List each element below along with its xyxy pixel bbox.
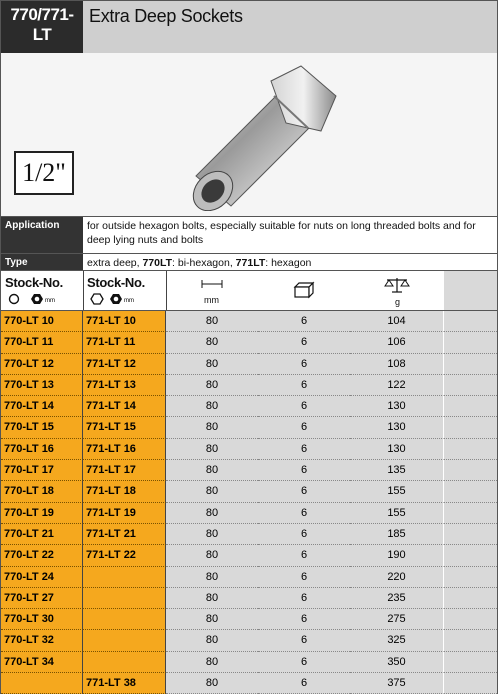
application-row bbox=[1, 217, 497, 254]
empty-cell bbox=[444, 417, 497, 438]
weight-cell: 130 bbox=[350, 439, 444, 460]
product-title-bar bbox=[83, 1, 497, 53]
pack-qty-cell: 6 bbox=[258, 311, 350, 332]
application-label: Application bbox=[1, 217, 83, 253]
weight-cell: 135 bbox=[350, 460, 444, 481]
empty-cell bbox=[444, 375, 497, 396]
length-cell: 80 bbox=[166, 503, 258, 524]
length-cell: 80 bbox=[166, 652, 258, 673]
empty-cell bbox=[444, 332, 497, 353]
stock-no-771-cell: 771-LT 15 bbox=[83, 417, 166, 438]
product-image-area bbox=[1, 53, 497, 217]
weight-cell: 130 bbox=[350, 417, 444, 438]
type-771-code: 771LT bbox=[235, 257, 266, 269]
table-row bbox=[1, 375, 497, 396]
weight-cell: 108 bbox=[350, 354, 444, 375]
mm-unit-small-771: mm bbox=[124, 298, 134, 304]
table-row bbox=[1, 332, 497, 353]
stock-no-770-cell: 770-LT 14 bbox=[1, 396, 83, 417]
weight-cell: 130 bbox=[350, 396, 444, 417]
weight-cell: 350 bbox=[350, 652, 444, 673]
weight-cell: 155 bbox=[350, 481, 444, 502]
table-row bbox=[1, 545, 497, 566]
pack-qty-cell: 6 bbox=[258, 417, 350, 438]
hexagon-icons-771 bbox=[88, 293, 148, 305]
hex-bihex-icons bbox=[6, 293, 78, 305]
weight-unit: g bbox=[395, 297, 401, 307]
stock-no-771-cell: 771-LT 38 bbox=[83, 673, 166, 694]
empty-cell bbox=[444, 588, 497, 609]
table-row bbox=[1, 630, 497, 651]
pack-qty-cell: 6 bbox=[258, 630, 350, 651]
pack-qty-cell: 6 bbox=[258, 652, 350, 673]
stock-no-771-cell: 771-LT 17 bbox=[83, 460, 166, 481]
stock-no-770-cell: 770-LT 32 bbox=[1, 630, 83, 651]
stock-no-771-cell: 771-LT 12 bbox=[83, 354, 166, 375]
table-row bbox=[1, 396, 497, 417]
type-mid: : bi-hexagon, bbox=[172, 257, 236, 269]
table-row bbox=[1, 481, 497, 502]
length-cell: 80 bbox=[166, 396, 258, 417]
table-row bbox=[1, 524, 497, 545]
length-cell: 80 bbox=[166, 673, 258, 694]
weight-cell: 185 bbox=[350, 524, 444, 545]
weight-cell: 325 bbox=[350, 630, 444, 651]
stock-no-770-cell: 770-LT 16 bbox=[1, 439, 83, 460]
product-code-block bbox=[1, 1, 83, 53]
stock-no-771-cell: 771-LT 22 bbox=[83, 545, 166, 566]
stock-no-771-cell bbox=[83, 652, 166, 673]
weight-cell: 106 bbox=[350, 332, 444, 353]
length-dimension-icon bbox=[201, 279, 223, 289]
length-cell: 80 bbox=[166, 354, 258, 375]
length-cell: 80 bbox=[166, 481, 258, 502]
type-prefix: extra deep, bbox=[87, 257, 143, 269]
stock-no-771-cell: 771-LT 13 bbox=[83, 375, 166, 396]
stock-no-771-cell: 771-LT 14 bbox=[83, 396, 166, 417]
length-cell: 80 bbox=[166, 460, 258, 481]
weight-cell: 235 bbox=[350, 588, 444, 609]
stock-table bbox=[1, 311, 497, 694]
length-cell: 80 bbox=[166, 588, 258, 609]
empty-cell bbox=[444, 311, 497, 332]
stock-no-771-header: Stock-No. bbox=[87, 275, 145, 290]
empty-cell bbox=[444, 396, 497, 417]
weight-cell: 375 bbox=[350, 673, 444, 694]
stock-no-770-cell: 770-LT 21 bbox=[1, 524, 83, 545]
type-text bbox=[87, 256, 491, 270]
stock-no-771-cell bbox=[83, 567, 166, 588]
empty-cell bbox=[444, 609, 497, 630]
empty-cell bbox=[444, 545, 497, 566]
pack-qty-cell: 6 bbox=[258, 503, 350, 524]
empty-cell bbox=[444, 567, 497, 588]
length-cell: 80 bbox=[166, 417, 258, 438]
type-770-code: 770LT bbox=[142, 257, 173, 269]
length-cell: 80 bbox=[166, 439, 258, 460]
stock-no-770-cell: 770-LT 12 bbox=[1, 354, 83, 375]
empty-cell bbox=[444, 503, 497, 524]
table-row bbox=[1, 439, 497, 460]
stock-no-771-cell: 771-LT 19 bbox=[83, 503, 166, 524]
table-row bbox=[1, 567, 497, 588]
empty-cell bbox=[444, 524, 497, 545]
empty-cell bbox=[444, 481, 497, 502]
pack-qty-cell: 6 bbox=[258, 460, 350, 481]
stock-no-770-cell: 770-LT 10 bbox=[1, 311, 83, 332]
stock-no-770-cell: 770-LT 17 bbox=[1, 460, 83, 481]
table-row bbox=[1, 354, 497, 375]
empty-cell bbox=[444, 673, 497, 694]
length-cell: 80 bbox=[166, 311, 258, 332]
length-cell: 80 bbox=[166, 545, 258, 566]
empty-cell bbox=[444, 460, 497, 481]
stock-no-770-cell: 770-LT 15 bbox=[1, 417, 83, 438]
pack-qty-cell: 6 bbox=[258, 396, 350, 417]
length-cell: 80 bbox=[166, 332, 258, 353]
product-title: Extra Deep Sockets bbox=[89, 6, 243, 26]
pack-qty-cell: 6 bbox=[258, 375, 350, 396]
pack-qty-cell: 6 bbox=[258, 524, 350, 545]
socket-image bbox=[176, 61, 346, 211]
stock-no-771-cell bbox=[83, 630, 166, 651]
weight-cell: 122 bbox=[350, 375, 444, 396]
length-cell: 80 bbox=[166, 524, 258, 545]
product-code-line2: LT bbox=[32, 25, 52, 44]
stock-no-770-cell: 770-LT 18 bbox=[1, 481, 83, 502]
table-row bbox=[1, 609, 497, 630]
balance-scale-icon bbox=[384, 276, 410, 294]
stock-no-770-header: Stock-No. bbox=[5, 275, 63, 290]
type-suffix: : hexagon bbox=[265, 257, 312, 269]
stock-no-771-cell: 771-LT 11 bbox=[83, 332, 166, 353]
pack-qty-cell: 6 bbox=[258, 673, 350, 694]
weight-cell: 220 bbox=[350, 567, 444, 588]
stock-no-770-cell: 770-LT 13 bbox=[1, 375, 83, 396]
table-row bbox=[1, 652, 497, 673]
weight-cell: 104 bbox=[350, 311, 444, 332]
type-row bbox=[1, 254, 497, 271]
package-box-icon bbox=[293, 281, 315, 299]
weight-cell: 155 bbox=[350, 503, 444, 524]
length-cell: 80 bbox=[166, 567, 258, 588]
table-row bbox=[1, 673, 497, 694]
stock-no-771-cell: 771-LT 18 bbox=[83, 481, 166, 502]
table-row bbox=[1, 503, 497, 524]
length-cell: 80 bbox=[166, 630, 258, 651]
length-unit: mm bbox=[204, 295, 219, 305]
stock-no-770-cell: 770-LT 34 bbox=[1, 652, 83, 673]
table-header bbox=[1, 271, 497, 311]
drive-size-badge: 1/2" bbox=[14, 151, 74, 195]
stock-no-771-cell: 771-LT 21 bbox=[83, 524, 166, 545]
stock-no-770-cell bbox=[1, 673, 83, 694]
stock-no-770-cell: 770-LT 24 bbox=[1, 567, 83, 588]
empty-cell bbox=[444, 652, 497, 673]
pack-qty-cell: 6 bbox=[258, 609, 350, 630]
stock-no-770-cell: 770-LT 11 bbox=[1, 332, 83, 353]
length-cell: 80 bbox=[166, 609, 258, 630]
pack-qty-cell: 6 bbox=[258, 332, 350, 353]
hexagon-icon bbox=[31, 294, 43, 304]
pack-qty-cell: 6 bbox=[258, 354, 350, 375]
pack-qty-cell: 6 bbox=[258, 567, 350, 588]
mm-unit-small: mm bbox=[45, 298, 55, 304]
stock-no-771-cell: 771-LT 16 bbox=[83, 439, 166, 460]
stock-no-771-cell bbox=[83, 588, 166, 609]
stock-no-770-cell: 770-LT 19 bbox=[1, 503, 83, 524]
weight-cell: 190 bbox=[350, 545, 444, 566]
table-row bbox=[1, 311, 497, 332]
stock-no-770-cell: 770-LT 22 bbox=[1, 545, 83, 566]
stock-no-771-cell: 771-LT 10 bbox=[83, 311, 166, 332]
empty-cell bbox=[444, 630, 497, 651]
table-row bbox=[1, 417, 497, 438]
table-row bbox=[1, 588, 497, 609]
product-code-line1: 770/771- bbox=[10, 5, 74, 24]
weight-cell: 275 bbox=[350, 609, 444, 630]
pack-qty-cell: 6 bbox=[258, 588, 350, 609]
application-text: for outside hexagon bolts, especially suitable for nuts on long threaded bolts and for deep lying nuts and bolts bbox=[87, 220, 476, 246]
empty-cell bbox=[444, 439, 497, 460]
type-label: Type bbox=[1, 254, 83, 270]
stock-no-771-cell bbox=[83, 609, 166, 630]
pack-qty-cell: 6 bbox=[258, 545, 350, 566]
pack-qty-cell: 6 bbox=[258, 439, 350, 460]
stock-no-770-cell: 770-LT 27 bbox=[1, 588, 83, 609]
empty-cell bbox=[444, 354, 497, 375]
stock-no-770-cell: 770-LT 30 bbox=[1, 609, 83, 630]
table-row bbox=[1, 460, 497, 481]
pack-qty-cell: 6 bbox=[258, 481, 350, 502]
length-cell: 80 bbox=[166, 375, 258, 396]
